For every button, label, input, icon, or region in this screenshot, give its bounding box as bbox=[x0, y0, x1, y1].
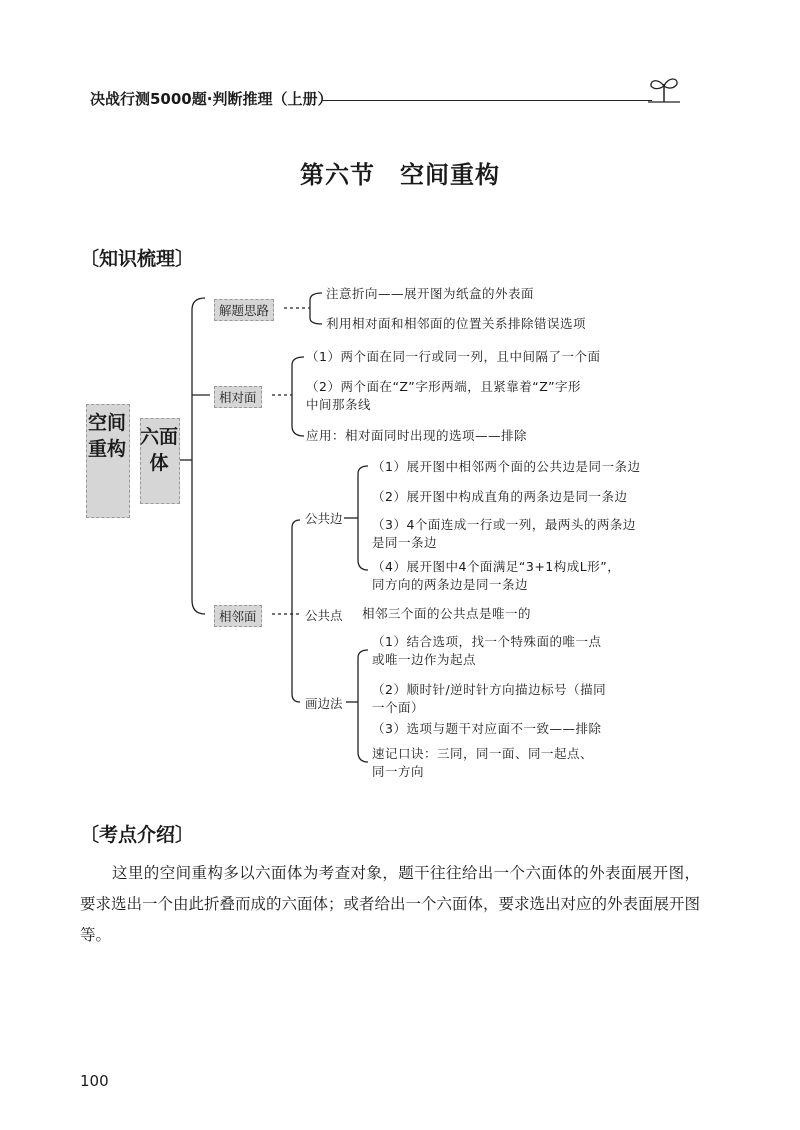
page-number: 100 bbox=[80, 1072, 109, 1090]
common-edge-item: （4）展开图中4个面满足“3+1构成L形”， bbox=[372, 559, 621, 574]
approach-item: 利用相对面和相邻面的位置关系排除错误选项 bbox=[326, 316, 587, 331]
common-point-label: 公共点 bbox=[305, 608, 343, 623]
common-point-text: 相邻三个面的公共点是唯一的 bbox=[362, 606, 532, 621]
root-node-label: 空间重构 bbox=[88, 412, 127, 460]
common-edge-item: （1）展开图中相邻两个面的公共边是同一条边 bbox=[372, 459, 641, 474]
sprout-icon bbox=[646, 74, 682, 104]
common-edge-item: （3）4个面连成一行或一列，最两头的两条边 bbox=[372, 517, 636, 532]
opposite-item-continued: 中间那条线 bbox=[306, 397, 372, 412]
common-edge-item: （2）展开图中构成直角的两条边是同一条边 bbox=[372, 489, 628, 504]
sub-root-node-label: 六面体 bbox=[140, 426, 179, 474]
edge-drawing-item: （1）结合选项，找一个特殊面的唯一点 bbox=[372, 634, 602, 649]
opposite-item: 应用：相对面同时出现的选项——排除 bbox=[306, 428, 528, 443]
common-edge-label: 公共边 bbox=[305, 511, 343, 526]
common-edge-item-continued: 是同一条边 bbox=[372, 535, 438, 550]
edge-drawing-item: （3）选项与题干对应面不一致——排除 bbox=[372, 721, 602, 736]
edge-drawing-item: （2）顺时针/逆时针方向描边标号（描同 bbox=[372, 682, 607, 697]
header-rule bbox=[322, 100, 652, 101]
branch-adjacent-label: 相邻面 bbox=[214, 605, 262, 627]
edge-drawing-item-continued: 或唯一边作为起点 bbox=[372, 652, 477, 667]
branch-approach-label: 解题思路 bbox=[214, 299, 274, 321]
knowledge-section-heading: 〔知识梳理〕 bbox=[80, 248, 195, 270]
page-title: 第六节 空间重构 bbox=[300, 161, 500, 189]
edge-drawing-item-continued: 同一方向 bbox=[372, 764, 425, 779]
branch-opposite-label: 相对面 bbox=[214, 386, 262, 408]
edge-drawing-item: 速记口诀：三同，同一面、同一起点、 bbox=[372, 746, 594, 761]
opposite-item: （1）两个面在同一行或同一列，且中间隔了一个面 bbox=[306, 349, 601, 364]
edge-drawing-item-continued: 一个面） bbox=[372, 700, 425, 715]
opposite-item: （2）两个面在“Z”字形两端，且紧靠着“Z”字形 bbox=[306, 379, 582, 394]
exam-section-heading: 〔考点介绍〕 bbox=[80, 824, 195, 846]
approach-item: 注意折向——展开图为纸盒的外表面 bbox=[326, 286, 535, 301]
common-edge-item-continued: 同方向的两条边是同一条边 bbox=[372, 577, 529, 592]
edge-drawing-label: 画边法 bbox=[305, 696, 343, 711]
running-header-title: 决战行测5000题·判断推理（上册） bbox=[90, 90, 333, 108]
intro-paragraph: 这里的空间重构多以六面体为考查对象，题干往往给出一个六面体的外表面展开图，要求选出一个由此折叠而成的六面体；或者给出一个六面体，要求选出对应的外表面展开图等。 bbox=[80, 864, 701, 944]
